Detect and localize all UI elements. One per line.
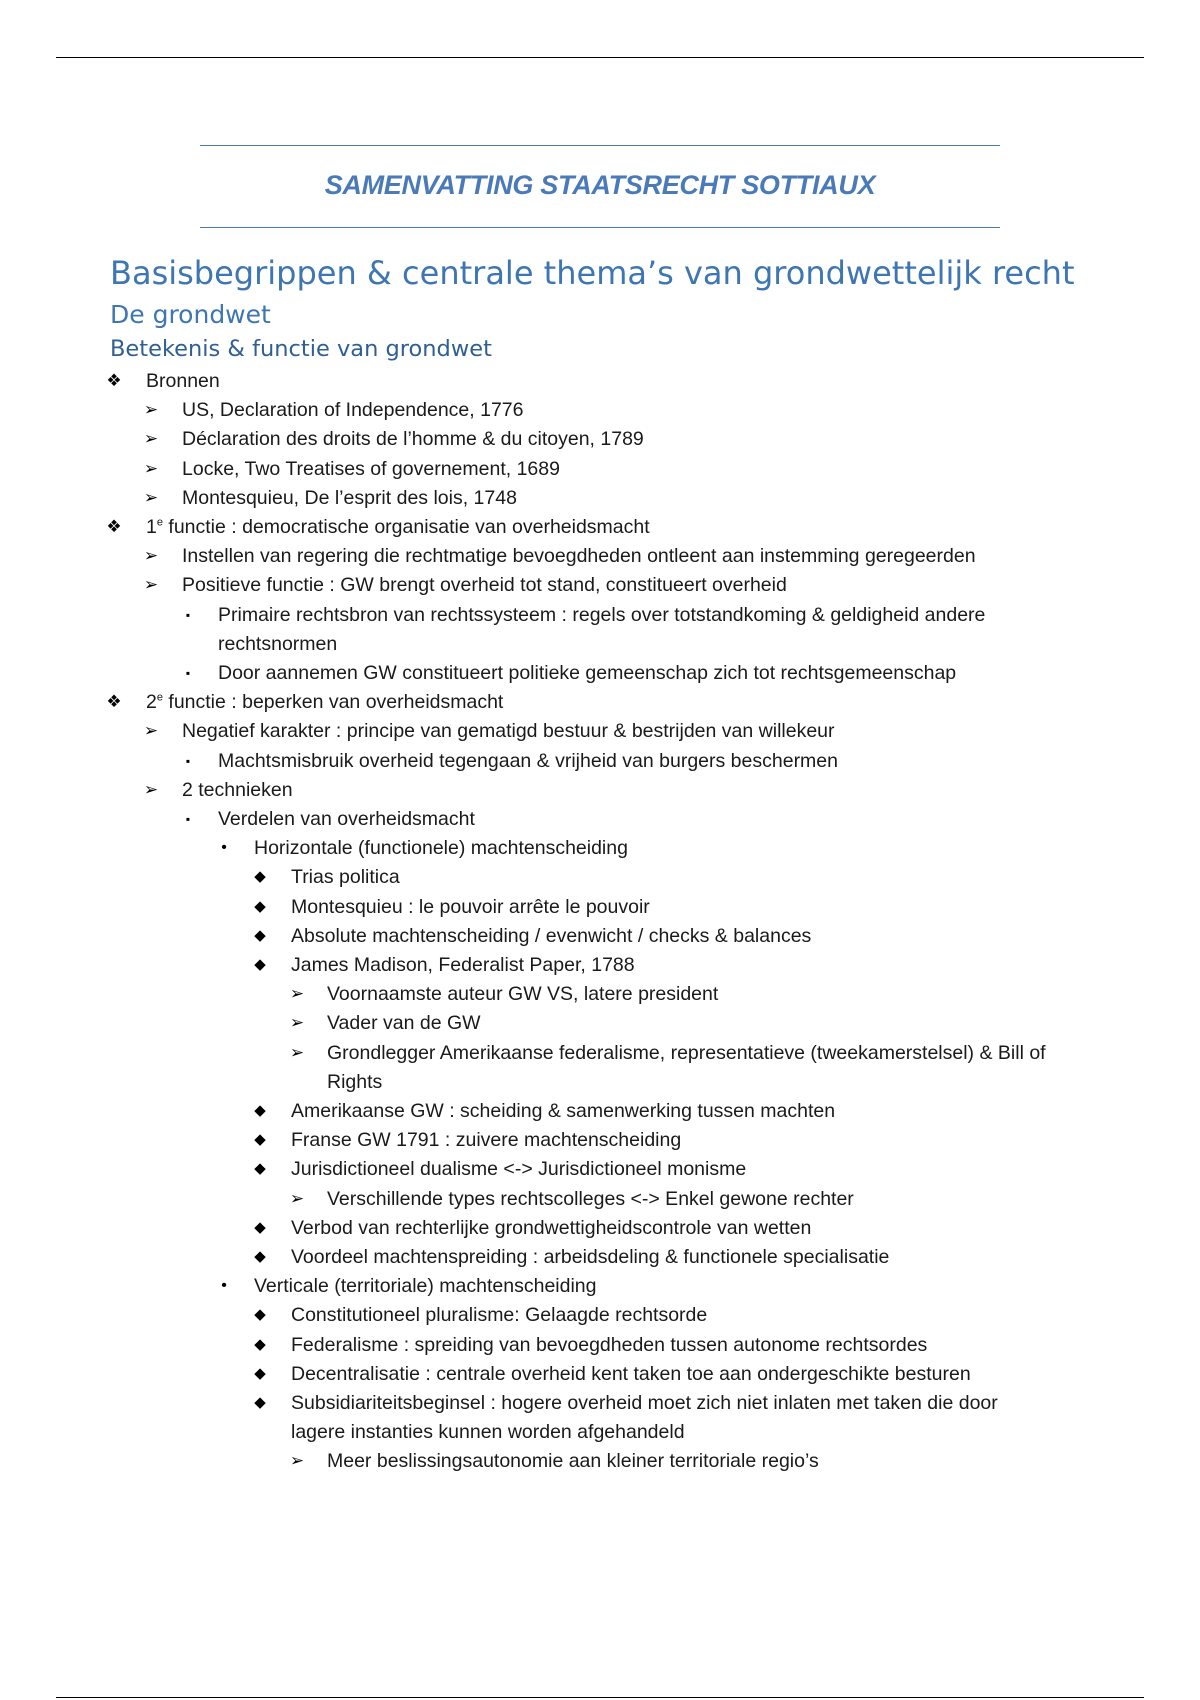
arrow-bullet-icon: ➢: [143, 400, 159, 420]
outline-item-text: [291, 892, 650, 922]
diamond-bullet-icon: ◆: [254, 1102, 266, 1119]
outline-item-text: [291, 1125, 681, 1155]
outline-item-text: [182, 570, 787, 600]
outline-item-text: [291, 1242, 889, 1272]
outline-item-label: Franse GW 1791 : zuivere machtenscheiding: [291, 1129, 682, 1152]
outline-item-label: Verschillende types rechtscolleges <-> Enkel gewone rechter: [327, 1187, 854, 1210]
outline-item-label: Voornaamste auteur GW VS, latere president: [327, 983, 719, 1006]
outline-item-label: Voordeel machtenspreiding : arbeidsdeling & functionele specialisatie: [291, 1246, 890, 1268]
outline-item-text: [327, 1184, 854, 1214]
diamond-bullet-icon: ◆: [254, 868, 266, 886]
outline-item-label: Grondlegger Amerikaanse federalisme, representatieve (tweekamerstelsel) & Bill of: [327, 1041, 1046, 1064]
outline-item-label: Horizontale (functionele) machtenscheiding: [254, 837, 628, 860]
heading-1: Basisbegrippen & centrale thema’s van grondwettelijk recht: [110, 254, 1075, 292]
ordinal-number: 2: [146, 691, 157, 714]
arrow-bullet-icon: ➢: [289, 1451, 305, 1471]
outline-item-text: [182, 716, 835, 746]
outline-item-text: [218, 804, 475, 834]
outline-item-text: [291, 950, 635, 980]
outline-item-text: [291, 1359, 971, 1389]
outline-item-text: [291, 1417, 685, 1447]
ordinal-suffix: e: [156, 516, 163, 529]
dot-bullet-icon: •: [221, 1277, 227, 1295]
heading-2: De grondwet: [110, 300, 271, 329]
outline-item-text: [218, 658, 956, 688]
outline-item-text: [182, 775, 293, 805]
diamond-bullet-icon: ◆: [254, 1160, 266, 1178]
outline-item-text: [146, 512, 650, 542]
arrow-bullet-icon: ➢: [289, 984, 305, 1004]
outline-item-label: Verdelen van overheidsmacht: [218, 808, 475, 830]
outline-item-text: [146, 687, 503, 717]
outline-item-text: [291, 1213, 811, 1243]
outline-item-label: Subsidiariteitsbeginsel : hogere overheid moet zich niet inlaten met taken die door: [291, 1392, 998, 1414]
four-diamond-bullet-icon: ❖: [106, 692, 122, 712]
outline-item-label: Amerikaanse GW : scheiding & samenwerking tussen machten: [291, 1100, 836, 1122]
heading-3: Betekenis & functie van grondwet: [110, 336, 492, 362]
outline-item-label: Rights: [327, 1070, 383, 1093]
diamond-bullet-icon: ◆: [254, 1131, 266, 1149]
outline-item-label: Verticale (territoriale) machtenscheiding: [254, 1275, 597, 1298]
outline-item-text: [254, 833, 628, 863]
outline-item-text: [291, 921, 811, 951]
arrow-bullet-icon: ➢: [143, 546, 159, 566]
arrow-bullet-icon: ➢: [289, 1188, 305, 1208]
outline-item-label: Instellen van regering die rechtmatige bevoegdheden ontleent aan instemming geregeerden: [182, 545, 976, 568]
ordinal-suffix: e: [156, 691, 163, 704]
outline-item-label: Bronnen: [146, 370, 220, 392]
top-page-rule: [56, 57, 1144, 58]
outline-item-text: [291, 1154, 746, 1184]
outline-item-label: Verbod van rechterlijke grondwettigheidscontrole van wetten: [291, 1216, 812, 1239]
title-top-rule: [200, 145, 1000, 146]
outline-item-text: [291, 1388, 998, 1418]
arrow-bullet-icon: ➢: [143, 721, 159, 741]
outline-item-label: Montesquieu : le pouvoir arrête le pouvoir: [291, 895, 650, 918]
outline-item-label: Jurisdictioneel dualisme <-> Jurisdictioneel monisme: [291, 1158, 747, 1181]
outline-item-text: [291, 1300, 707, 1330]
arrow-bullet-icon: ➢: [143, 429, 159, 449]
square-bullet-icon: ▪: [185, 666, 191, 680]
outline-item-text: [182, 454, 560, 484]
diamond-bullet-icon: ◆: [254, 1364, 266, 1382]
outline-item-text: [291, 862, 400, 892]
square-bullet-icon: ▪: [185, 753, 191, 768]
document-title: SAMENVATTING STAATSRECHT SOTTIAUX: [324, 170, 876, 200]
outline-item-text: [254, 1271, 597, 1301]
outline-item-text: [327, 1008, 481, 1038]
diamond-bullet-icon: ◆: [254, 956, 266, 973]
outline-item-label: Trias politica: [291, 866, 400, 889]
outline-item-text: [291, 1096, 835, 1126]
outline-item-label: 2 technieken: [182, 778, 293, 801]
outline-item-text: [182, 483, 517, 513]
diamond-bullet-icon: ◆: [254, 1306, 266, 1324]
arrow-bullet-icon: ➢: [143, 487, 159, 507]
four-diamond-bullet-icon: ❖: [106, 517, 122, 536]
arrow-bullet-icon: ➢: [143, 458, 159, 478]
outline-item-text: [218, 629, 337, 659]
outline-item-text: [327, 1446, 819, 1476]
outline-item-text: [327, 1038, 1046, 1068]
outline-item-label: US, Declaration of Independence, 1776: [182, 399, 524, 422]
diamond-bullet-icon: ◆: [254, 926, 266, 944]
ordinal-number: 1: [146, 516, 157, 538]
dot-bullet-icon: •: [221, 839, 227, 857]
bottom-page-rule: [56, 1697, 1144, 1698]
diamond-bullet-icon: ◆: [254, 1335, 266, 1353]
outline-item-label: functie : beperken van overheidsmacht: [162, 691, 504, 714]
outline-item-label: Positieve functie : GW brengt overheid tot stand, constitueert overheid: [182, 574, 787, 597]
four-diamond-bullet-icon: ❖: [106, 371, 122, 390]
outline-item-text: [291, 1330, 927, 1360]
outline-item-label: lagere instanties kunnen worden afgehandeld: [291, 1421, 685, 1444]
diamond-bullet-icon: ◆: [254, 1394, 266, 1411]
outline-item-label: Negatief karakter : principe van gematigd bestuur & bestrijden van willekeur: [182, 720, 835, 743]
outline-item-label: Constitutioneel pluralisme: Gelaagde rechtsorde: [291, 1304, 708, 1327]
outline-item-label: Absolute machtenscheiding / evenwicht / checks & balances: [291, 924, 812, 947]
outline-item-label: Primaire rechtsbron van rechtssysteem : regels over totstandkoming & geldigheid andere: [218, 603, 986, 626]
outline-item-label: Machtsmisbruik overheid tegengaan & vrijheid van burgers beschermen: [218, 749, 838, 772]
title-bottom-rule: [200, 227, 1000, 228]
arrow-bullet-icon: ➢: [143, 575, 159, 595]
arrow-bullet-icon: ➢: [143, 779, 159, 799]
outline-item-label: Decentralisatie : centrale overheid kent taken toe aan ondergeschikte besturen: [291, 1362, 971, 1385]
outline-item-text: [218, 746, 838, 776]
diamond-bullet-icon: ◆: [254, 897, 266, 915]
arrow-bullet-icon: ➢: [289, 1013, 305, 1033]
outline-item-text: [182, 424, 644, 454]
diamond-bullet-icon: ◆: [254, 1248, 266, 1265]
arrow-bullet-icon: ➢: [289, 1042, 305, 1062]
outline-item-label: Federalisme : spreiding van bevoegdheden tussen autonome rechtsordes: [291, 1333, 928, 1356]
outline-item-label: Locke, Two Treatises of governement, 1689: [182, 457, 560, 480]
outline-item-text: [327, 1067, 382, 1097]
outline-item-label: Meer beslissingsautonomie aan kleiner territoriale regio’s: [327, 1450, 819, 1473]
outline-item-text: [146, 366, 220, 396]
outline-item-text: [218, 600, 985, 630]
outline-item-text: [182, 541, 976, 571]
square-bullet-icon: ▪: [185, 607, 191, 622]
outline-item-label: Déclaration des droits de l’homme & du citoyen, 1789: [182, 428, 644, 451]
outline-item-label: rechtsnormen: [218, 632, 338, 655]
outline-item-text: [327, 979, 718, 1009]
outline-item-label: functie : democratische organisatie van overheidsmacht: [162, 516, 650, 538]
outline-item-label: James Madison, Federalist Paper, 1788: [291, 954, 635, 976]
outline-item-label: Door aannemen GW constitueert politieke gemeenschap zich tot rechtsgemeenschap: [218, 662, 957, 684]
square-bullet-icon: ▪: [185, 812, 191, 826]
outline-item-text: [182, 395, 524, 425]
outline-item-label: Vader van de GW: [327, 1012, 481, 1035]
outline-item-label: Montesquieu, De l’esprit des lois, 1748: [182, 486, 517, 509]
diamond-bullet-icon: ◆: [254, 1218, 266, 1236]
